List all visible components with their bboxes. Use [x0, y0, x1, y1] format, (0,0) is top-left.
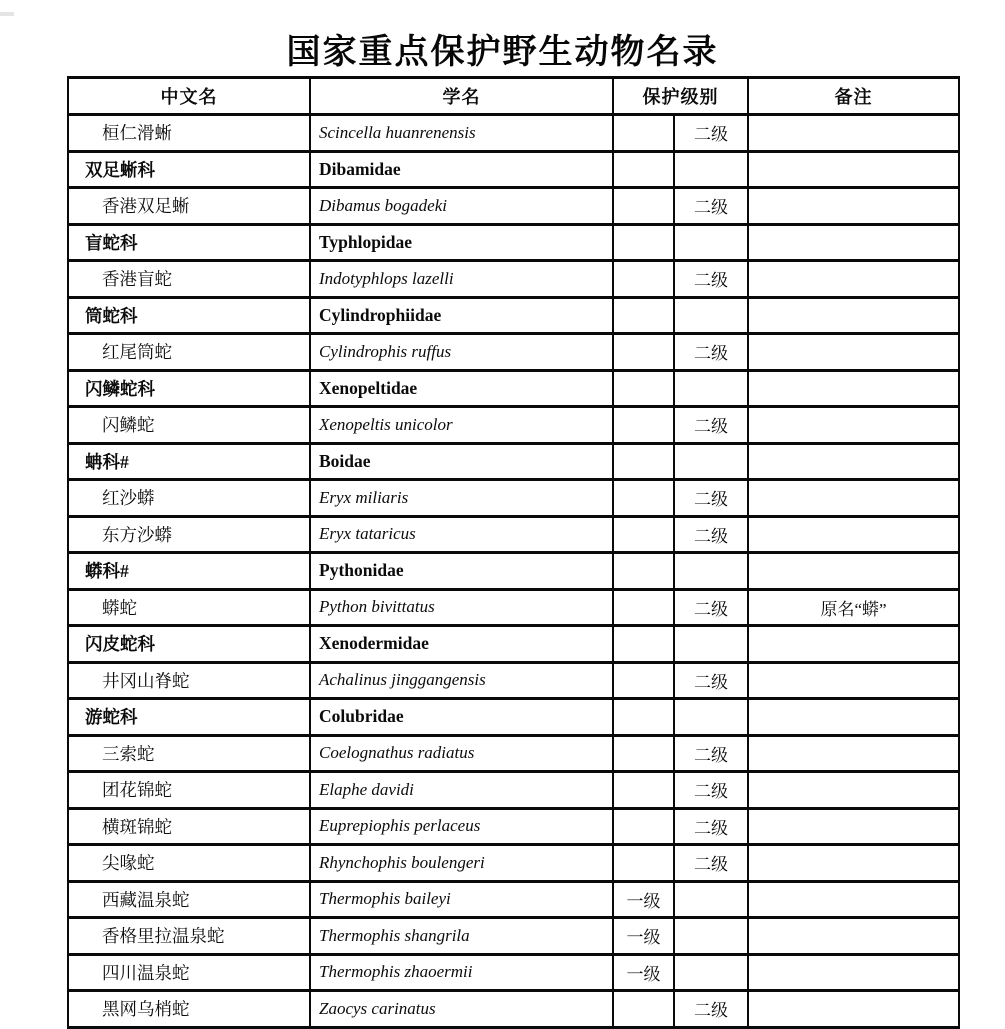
level-2-cell — [674, 881, 748, 918]
chinese-name-cell: 桓仁滑蜥 — [68, 115, 310, 152]
level-2-cell — [674, 151, 748, 188]
level-2-cell — [674, 443, 748, 480]
scientific-name-cell: Eryx tataricus — [310, 516, 613, 553]
scientific-name-cell: Dibamus bogadeki — [310, 188, 613, 225]
chinese-name-cell: 红尾筒蛇 — [68, 334, 310, 371]
table-row — [68, 954, 959, 991]
level-2-cell: 二级 — [674, 407, 748, 444]
header-row — [68, 78, 959, 115]
table-row — [68, 735, 959, 772]
table-row — [68, 188, 959, 225]
remarks-cell — [748, 808, 959, 845]
scientific-name-cell: Cylindrophiidae — [310, 297, 613, 334]
scientific-name-cell: Boidae — [310, 443, 613, 480]
chinese-name-cell: 游蛇科 — [68, 699, 310, 736]
remarks-cell — [748, 115, 959, 152]
table-row — [68, 224, 959, 261]
chinese-name-cell: 闪鳞蛇 — [68, 407, 310, 444]
remarks-cell — [748, 443, 959, 480]
chinese-name-cell: 蟒蛇 — [68, 589, 310, 626]
remarks-cell — [748, 735, 959, 772]
remarks-cell — [748, 553, 959, 590]
remarks-cell — [748, 334, 959, 371]
chinese-name-cell: 蚺科# — [68, 443, 310, 480]
table-row — [68, 991, 959, 1028]
level-1-cell — [613, 991, 674, 1028]
table-row — [68, 370, 959, 407]
scientific-name-cell: Typhlopidae — [310, 224, 613, 261]
remarks-cell — [748, 772, 959, 809]
level-2-cell: 二级 — [674, 662, 748, 699]
remarks-cell — [748, 516, 959, 553]
level-1-cell — [613, 224, 674, 261]
scientific-name-cell: Thermophis baileyi — [310, 881, 613, 918]
chinese-name-cell: 横斑锦蛇 — [68, 808, 310, 845]
protected-animals-table — [67, 76, 960, 1029]
table-row — [68, 808, 959, 845]
scientific-name-cell: Eryx miliaris — [310, 480, 613, 517]
remarks-cell — [748, 407, 959, 444]
level-2-cell: 二级 — [674, 845, 748, 882]
level-1-cell: 一级 — [613, 954, 674, 991]
scientific-name-cell: Xenopeltidae — [310, 370, 613, 407]
table-row — [68, 297, 959, 334]
level-2-cell — [674, 699, 748, 736]
level-2-cell: 二级 — [674, 188, 748, 225]
level-2-cell: 二级 — [674, 735, 748, 772]
table-row — [68, 334, 959, 371]
table-row — [68, 845, 959, 882]
table-row — [68, 918, 959, 955]
scan-artifact — [0, 12, 14, 16]
level-1-cell — [613, 845, 674, 882]
level-1-cell — [613, 699, 674, 736]
table-row — [68, 589, 959, 626]
level-1-cell — [613, 407, 674, 444]
scientific-name-cell: Thermophis zhaoermii — [310, 954, 613, 991]
chinese-name-cell: 四川温泉蛇 — [68, 954, 310, 991]
level-1-cell — [613, 188, 674, 225]
remarks-cell — [748, 261, 959, 298]
level-2-cell: 二级 — [674, 589, 748, 626]
scientific-name-cell: Scincella huanrenensis — [310, 115, 613, 152]
chinese-name-cell: 香格里拉温泉蛇 — [68, 918, 310, 955]
remarks-cell — [748, 370, 959, 407]
scientific-name-cell: Coelognathus radiatus — [310, 735, 613, 772]
header-remarks: 备注 — [748, 78, 959, 115]
table-row — [68, 662, 959, 699]
chinese-name-cell: 东方沙蟒 — [68, 516, 310, 553]
scientific-name-cell: Euprepiophis perlaceus — [310, 808, 613, 845]
scientific-name-cell: Xenodermidae — [310, 626, 613, 663]
chinese-name-cell: 香港双足蜥 — [68, 188, 310, 225]
level-2-cell: 二级 — [674, 334, 748, 371]
chinese-name-cell: 闪皮蛇科 — [68, 626, 310, 663]
table-row — [68, 772, 959, 809]
scientific-name-cell: Dibamidae — [310, 151, 613, 188]
remarks-cell — [748, 662, 959, 699]
level-1-cell — [613, 297, 674, 334]
level-1-cell — [613, 370, 674, 407]
header-chinese-name: 中文名 — [68, 78, 310, 115]
remarks-cell — [748, 845, 959, 882]
level-2-cell: 二级 — [674, 480, 748, 517]
chinese-name-cell: 西藏温泉蛇 — [68, 881, 310, 918]
table-row — [68, 261, 959, 298]
table-row — [68, 699, 959, 736]
level-1-cell — [613, 261, 674, 298]
level-2-cell: 二级 — [674, 772, 748, 809]
level-2-cell: 二级 — [674, 808, 748, 845]
table-row — [68, 480, 959, 517]
page-title: 国家重点保护野生动物名录 — [286, 34, 719, 71]
remarks-cell — [748, 224, 959, 261]
remarks-cell — [748, 626, 959, 663]
scientific-name-cell: Python bivittatus — [310, 589, 613, 626]
chinese-name-cell: 双足蜥科 — [68, 151, 310, 188]
table-row — [68, 626, 959, 663]
chinese-name-cell: 盲蛇科 — [68, 224, 310, 261]
chinese-name-cell: 蟒科# — [68, 553, 310, 590]
table-row — [68, 443, 959, 480]
scientific-name-cell: Colubridae — [310, 699, 613, 736]
chinese-name-cell: 黑网乌梢蛇 — [68, 991, 310, 1028]
level-2-cell: 二级 — [674, 991, 748, 1028]
chinese-name-cell: 闪鳞蛇科 — [68, 370, 310, 407]
chinese-name-cell: 团花锦蛇 — [68, 772, 310, 809]
remarks-cell: 原名“蟒” — [748, 589, 959, 626]
header-scientific-name: 学名 — [310, 78, 613, 115]
scientific-name-cell: Rhynchophis boulengeri — [310, 845, 613, 882]
level-2-cell: 二级 — [674, 516, 748, 553]
remarks-cell — [748, 297, 959, 334]
scientific-name-cell: Cylindrophis ruffus — [310, 334, 613, 371]
table-row — [68, 151, 959, 188]
table-row — [68, 115, 959, 152]
level-1-cell: 一级 — [613, 881, 674, 918]
chinese-name-cell: 井冈山脊蛇 — [68, 662, 310, 699]
level-2-cell — [674, 954, 748, 991]
header-protection-level: 保护级别 — [613, 78, 748, 115]
level-2-cell: 二级 — [674, 261, 748, 298]
scientific-name-cell: Thermophis shangrila — [310, 918, 613, 955]
remarks-cell — [748, 480, 959, 517]
chinese-name-cell: 红沙蟒 — [68, 480, 310, 517]
chinese-name-cell: 筒蛇科 — [68, 297, 310, 334]
level-2-cell — [674, 918, 748, 955]
table-row — [68, 407, 959, 444]
level-1-cell — [613, 115, 674, 152]
scientific-name-cell: Indotyphlops lazelli — [310, 261, 613, 298]
level-1-cell — [613, 662, 674, 699]
scientific-name-cell: Pythonidae — [310, 553, 613, 590]
level-2-cell — [674, 297, 748, 334]
chinese-name-cell: 尖喙蛇 — [68, 845, 310, 882]
remarks-cell — [748, 699, 959, 736]
level-1-cell — [613, 151, 674, 188]
remarks-cell — [748, 991, 959, 1028]
level-2-cell — [674, 626, 748, 663]
chinese-name-cell: 三索蛇 — [68, 735, 310, 772]
level-1-cell: 一级 — [613, 918, 674, 955]
level-1-cell — [613, 589, 674, 626]
remarks-cell — [748, 151, 959, 188]
level-1-cell — [613, 516, 674, 553]
level-2-cell — [674, 370, 748, 407]
level-2-cell: 二级 — [674, 115, 748, 152]
scientific-name-cell: Elaphe davidi — [310, 772, 613, 809]
level-1-cell — [613, 735, 674, 772]
remarks-cell — [748, 188, 959, 225]
scientific-name-cell: Zaocys carinatus — [310, 991, 613, 1028]
level-1-cell — [613, 553, 674, 590]
level-1-cell — [613, 772, 674, 809]
level-1-cell — [613, 443, 674, 480]
remarks-cell — [748, 954, 959, 991]
level-2-cell — [674, 224, 748, 261]
table-row — [68, 881, 959, 918]
level-2-cell — [674, 553, 748, 590]
level-1-cell — [613, 626, 674, 663]
level-1-cell — [613, 808, 674, 845]
table-row — [68, 553, 959, 590]
level-1-cell — [613, 480, 674, 517]
remarks-cell — [748, 881, 959, 918]
scientific-name-cell: Achalinus jinggangensis — [310, 662, 613, 699]
table-row — [68, 516, 959, 553]
level-1-cell — [613, 334, 674, 371]
scientific-name-cell: Xenopeltis unicolor — [310, 407, 613, 444]
remarks-cell — [748, 918, 959, 955]
chinese-name-cell: 香港盲蛇 — [68, 261, 310, 298]
table-body — [68, 115, 959, 1028]
